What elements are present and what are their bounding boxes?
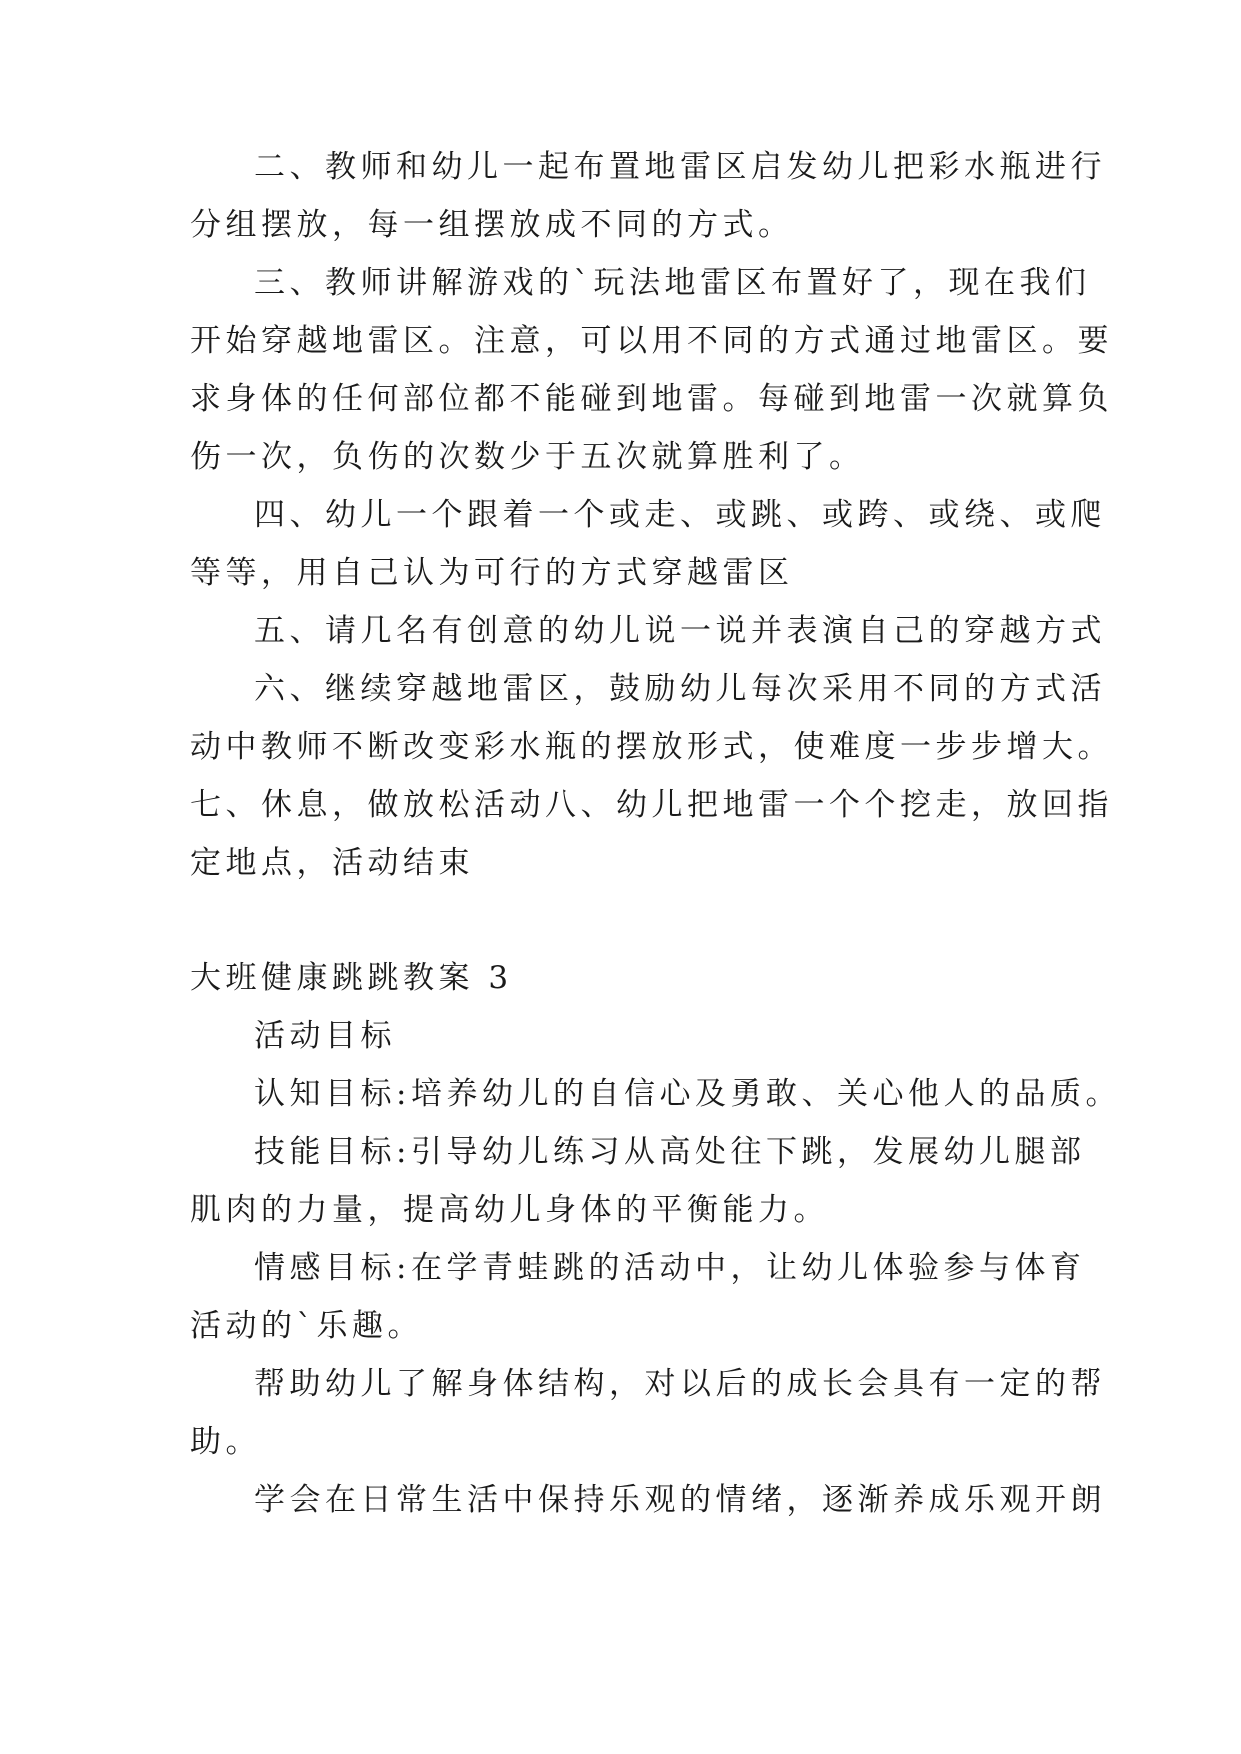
paragraph-2-line-1: 二、教师和幼儿一起布置地雷区启发幼儿把彩水瓶进行 (254, 149, 1106, 185)
paragraph-6-line-1: 六、继续穿越地雷区，鼓励幼儿每次采用不同的方式活 (254, 671, 1106, 707)
paragraph-7-line-1: 七、休息，做放松活动八、幼儿把地雷一个个挖走，放回指 (190, 787, 1113, 823)
body-structure-line-2: 助。 (190, 1424, 261, 1460)
optimism-line-1: 学会在日常生活中保持乐观的情绪，逐渐养成乐观开朗 (254, 1482, 1106, 1518)
skill-goal-line-2: 肌肉的力量，提高幼儿身体的平衡能力。 (190, 1192, 829, 1228)
cognitive-goal-line-1: 认知目标:培养幼儿的自信心及勇敢、关心他人的品质。 (254, 1076, 1121, 1112)
paragraph-4-line-2: 等等，用自己认为可行的方式穿越雷区 (190, 555, 794, 591)
body-structure-line-1: 帮助幼儿了解身体结构，对以后的成长会具有一定的帮 (254, 1366, 1106, 1402)
paragraph-5-line-1: 五、请几名有创意的幼儿说一说并表演自己的穿越方式 (254, 613, 1106, 649)
emotion-goal-line-1: 情感目标:在学青蛙跳的活动中，让幼儿体验参与体育 (254, 1250, 1086, 1286)
paragraph-2-line-2: 分组摆放，每一组摆放成不同的方式。 (190, 207, 794, 243)
paragraph-7-line-2: 定地点，活动结束 (190, 845, 474, 881)
paragraph-3-line-1: 三、教师讲解游戏的`玩法地雷区布置好了，现在我们 (254, 265, 1091, 301)
paragraph-3-line-3: 求身体的任何部位都不能碰到地雷。每碰到地雷一次就算负 (190, 381, 1113, 417)
emotion-goal-line-2: 活动的`乐趣。 (190, 1308, 423, 1344)
activity-goals-heading: 活动目标 (254, 1018, 396, 1054)
skill-goal-line-1: 技能目标:引导幼儿练习从高处往下跳，发展幼儿腿部 (254, 1134, 1086, 1170)
paragraph-4-line-1: 四、幼儿一个跟着一个或走、或跳、或跨、或绕、或爬 (254, 497, 1106, 533)
paragraph-3-line-2: 开始穿越地雷区。注意，可以用不同的方式通过地雷区。要 (190, 323, 1113, 359)
paragraph-6-line-2: 动中教师不断改变彩水瓶的摆放形式，使难度一步步增大。 (190, 729, 1113, 765)
section-title: 大班健康跳跳教案 3 (190, 960, 513, 996)
paragraph-3-line-4: 伤一次，负伤的次数少于五次就算胜利了。 (190, 439, 865, 475)
